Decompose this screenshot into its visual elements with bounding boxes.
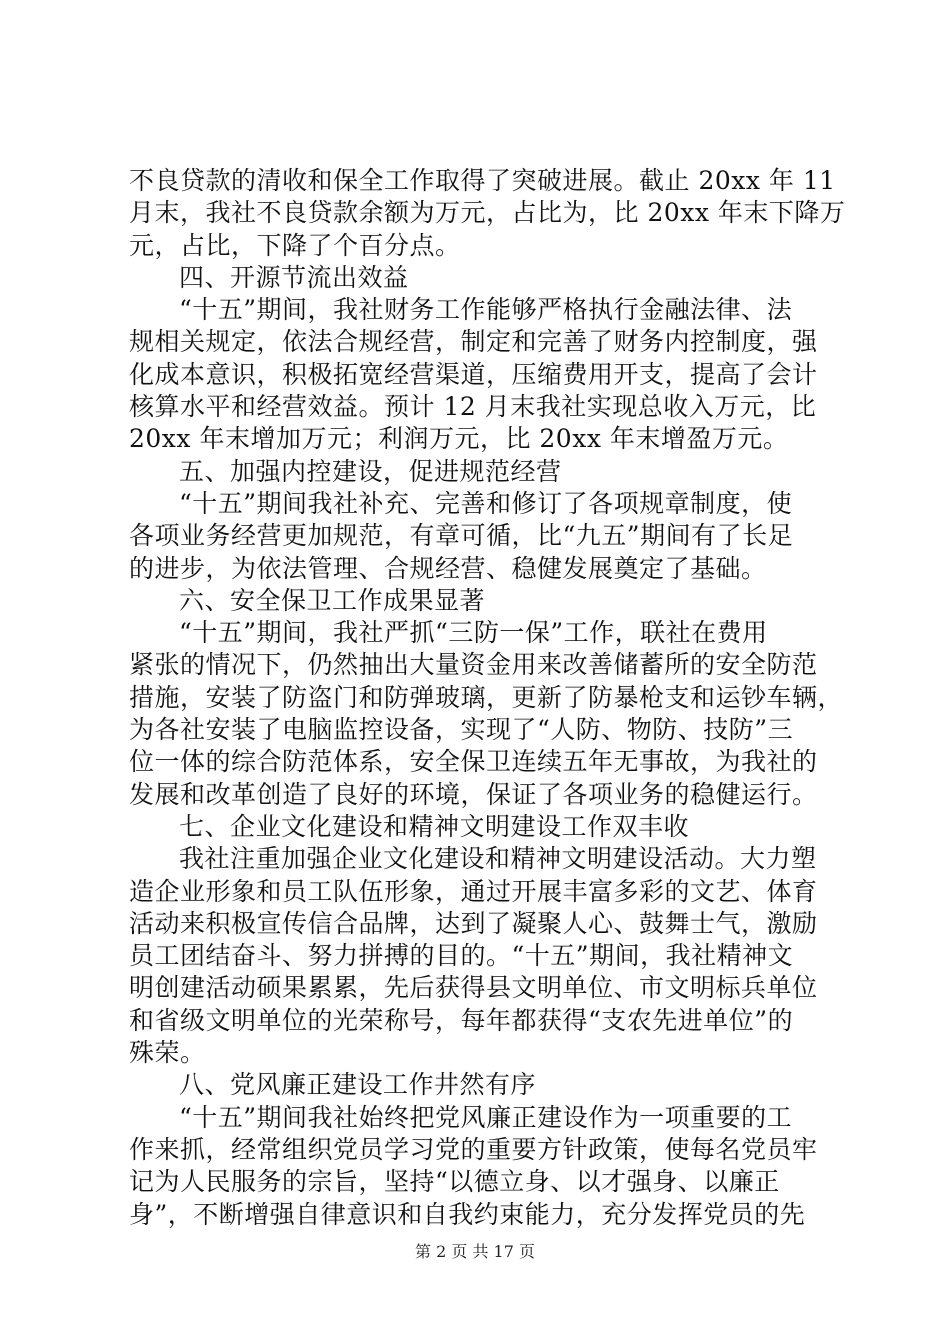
text-line: 化成本意识，积极拓宽经营渠道，压缩费用开支，提高了会计	[129, 359, 818, 389]
text-line: 殊荣。	[129, 1038, 206, 1068]
text-line: 六、安全保卫工作成果显著	[179, 585, 486, 615]
text-line: 明创建活动硕果累累，先后获得县文明单位、市文明标兵单位	[129, 973, 818, 1003]
page-footer: 第 2 页 共 17 页	[415, 1242, 535, 1261]
text-line: 20xx 年末增加万元；利润万元，比 20xx 年末增盈万元。	[129, 424, 789, 454]
text-line: “十五”期间，我社严抓“三防一保”工作，联社在费用	[179, 618, 768, 648]
text-line: 措施，安装了防盗门和防弹玻璃，更新了防暴枪支和运钞车辆，	[129, 682, 844, 712]
text-line: 位一体的综合防范体系，安全保卫连续五年无事故，为我社的	[129, 747, 818, 777]
text-line: 我社注重加强企业文化建设和精神文明建设活动。大力塑	[179, 844, 817, 874]
text-line: “十五”期间，我社财务工作能够严格执行金融法律、法	[179, 295, 793, 325]
text-line: 的进步，为依法管理、合规经营、稳健发展奠定了基础。	[129, 553, 767, 583]
text-line: 造企业形象和员工队伍形象，通过开展丰富多彩的文艺、体育	[129, 876, 818, 906]
text-line: 月末，我社不良贷款余额为万元，占比为，比 20xx 年末下降万	[129, 198, 846, 228]
text-line: 发展和改革创造了良好的环境，保证了各项业务的稳健运行。	[129, 779, 818, 809]
text-line: 五、加强内控建设，促进规范经营	[179, 456, 562, 486]
text-line: 不良贷款的清收和保全工作取得了突破进展。截止 20xx 年 11	[129, 166, 836, 195]
text-line: 规相关规定，依法合规经营，制定和完善了财务内控制度，强	[129, 327, 818, 357]
text-line: 员工团结奋斗、努力拼搏的目的。“十五”期间，我社精神文	[129, 941, 794, 971]
document-body	[129, 165, 846, 1231]
text-line: “十五”期间我社补充、完善和修订了各项规章制度，使	[179, 488, 793, 518]
text-line: 七、企业文化建设和精神文明建设工作双丰收	[179, 811, 690, 841]
text-line: 身”，不断增强自律意识和自我约束能力，充分发挥党员的先	[129, 1199, 806, 1229]
text-line: 核算水平和经营效益。预计 12 月末我社实现总收入万元，比	[129, 392, 817, 422]
text-line: 作来抓，经常组织党员学习党的重要方针政策，使每名党员牢	[129, 1134, 818, 1164]
text-line: “十五”期间我社始终把党风廉正建设作为一项重要的工	[179, 1102, 793, 1132]
text-line: 八、党风廉正建设工作井然有序	[179, 1070, 537, 1100]
text-line: 四、开源节流出效益	[179, 262, 409, 292]
text-line: 和省级文明单位的光荣称号，每年都获得“支农先进单位”的	[129, 1005, 794, 1035]
text-line: 记为人民服务的宗旨，坚持“以德立身、以才强身、以廉正	[129, 1167, 780, 1197]
text-line: 各项业务经营更加规范，有章可循，比“九五”期间有了长足	[129, 521, 794, 551]
text-line: 为各社安装了电脑监控设备，实现了“人防、物防、技防”三	[129, 715, 794, 745]
text-line: 活动来积极宣传信合品牌，达到了凝聚人心、鼓舞士气，激励	[129, 908, 818, 938]
text-line: 紧张的情况下，仍然抽出大量资金用来改善储蓄所的安全防范	[129, 650, 818, 680]
text-line: 元，占比，下降了个百分点。	[129, 230, 461, 260]
